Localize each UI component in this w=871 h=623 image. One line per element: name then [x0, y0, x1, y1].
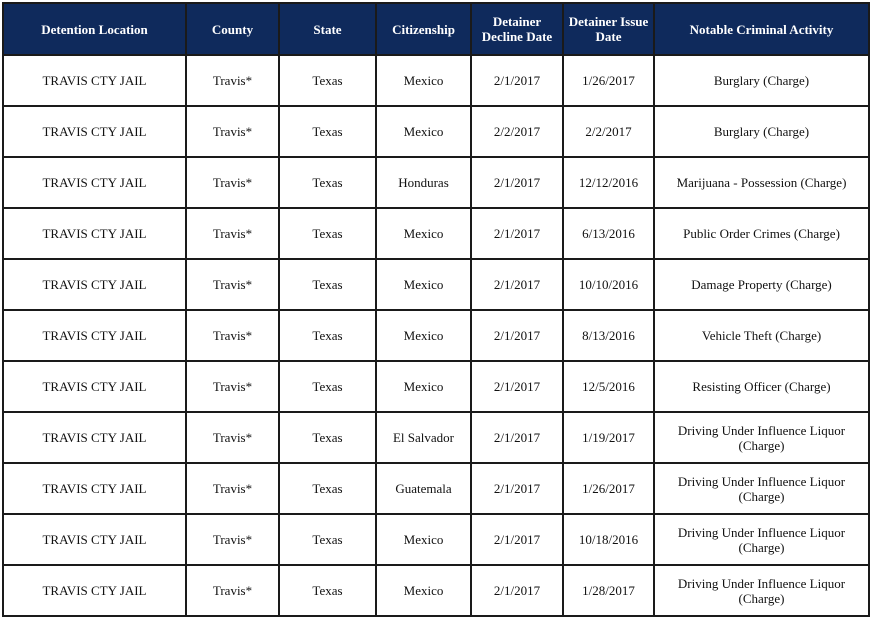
- cell-criminal-activity: Marijuana - Possession (Charge): [654, 157, 869, 208]
- cell-county: Travis*: [186, 106, 279, 157]
- table-row: [3, 412, 869, 463]
- cell-state: Texas: [279, 106, 376, 157]
- cell-issue-date: 1/26/2017: [563, 55, 654, 106]
- cell-county: Travis*: [186, 310, 279, 361]
- cell-county: Travis*: [186, 55, 279, 106]
- table-body: [3, 55, 869, 616]
- cell-citizenship: Mexico: [376, 514, 471, 565]
- header-detention-location: Detention Location: [3, 3, 186, 55]
- cell-detention-location: TRAVIS CTY JAIL: [3, 514, 186, 565]
- cell-state: Texas: [279, 565, 376, 616]
- cell-criminal-activity: Damage Property (Charge): [654, 259, 869, 310]
- cell-issue-date: 2/2/2017: [563, 106, 654, 157]
- table-row: [3, 55, 869, 106]
- cell-citizenship: Honduras: [376, 157, 471, 208]
- cell-citizenship: Mexico: [376, 55, 471, 106]
- table-row: [3, 208, 869, 259]
- table-row: [3, 565, 869, 616]
- header-notable-criminal-activity: Notable Criminal Activity: [654, 3, 869, 55]
- cell-criminal-activity: Public Order Crimes (Charge): [654, 208, 869, 259]
- cell-issue-date: 12/5/2016: [563, 361, 654, 412]
- cell-citizenship: El Salvador: [376, 412, 471, 463]
- cell-detention-location: TRAVIS CTY JAIL: [3, 463, 186, 514]
- cell-decline-date: 2/1/2017: [471, 514, 563, 565]
- cell-citizenship: Mexico: [376, 208, 471, 259]
- table-row: [3, 361, 869, 412]
- cell-decline-date: 2/2/2017: [471, 106, 563, 157]
- cell-issue-date: 12/12/2016: [563, 157, 654, 208]
- cell-decline-date: 2/1/2017: [471, 412, 563, 463]
- cell-county: Travis*: [186, 208, 279, 259]
- cell-state: Texas: [279, 259, 376, 310]
- cell-state: Texas: [279, 514, 376, 565]
- cell-state: Texas: [279, 310, 376, 361]
- cell-detention-location: TRAVIS CTY JAIL: [3, 310, 186, 361]
- table-row: [3, 157, 869, 208]
- cell-decline-date: 2/1/2017: [471, 565, 563, 616]
- cell-decline-date: 2/1/2017: [471, 463, 563, 514]
- cell-citizenship: Mexico: [376, 565, 471, 616]
- cell-issue-date: 1/28/2017: [563, 565, 654, 616]
- cell-state: Texas: [279, 361, 376, 412]
- cell-detention-location: TRAVIS CTY JAIL: [3, 412, 186, 463]
- cell-citizenship: Mexico: [376, 310, 471, 361]
- cell-detention-location: TRAVIS CTY JAIL: [3, 106, 186, 157]
- cell-county: Travis*: [186, 565, 279, 616]
- cell-decline-date: 2/1/2017: [471, 55, 563, 106]
- cell-citizenship: Mexico: [376, 259, 471, 310]
- cell-county: Travis*: [186, 157, 279, 208]
- cell-criminal-activity: Burglary (Charge): [654, 106, 869, 157]
- cell-detention-location: TRAVIS CTY JAIL: [3, 259, 186, 310]
- cell-criminal-activity: Driving Under Influence Liquor (Charge): [654, 463, 869, 514]
- cell-citizenship: Mexico: [376, 361, 471, 412]
- table-row: [3, 463, 869, 514]
- cell-state: Texas: [279, 157, 376, 208]
- cell-detention-location: TRAVIS CTY JAIL: [3, 208, 186, 259]
- header-county: County: [186, 3, 279, 55]
- cell-decline-date: 2/1/2017: [471, 157, 563, 208]
- cell-criminal-activity: Vehicle Theft (Charge): [654, 310, 869, 361]
- cell-criminal-activity: Driving Under Influence Liquor (Charge): [654, 565, 869, 616]
- cell-issue-date: 1/19/2017: [563, 412, 654, 463]
- cell-state: Texas: [279, 208, 376, 259]
- cell-criminal-activity: Driving Under Influence Liquor (Charge): [654, 514, 869, 565]
- cell-decline-date: 2/1/2017: [471, 259, 563, 310]
- header-citizenship: Citizenship: [376, 3, 471, 55]
- cell-detention-location: TRAVIS CTY JAIL: [3, 157, 186, 208]
- header-row: [3, 3, 869, 55]
- cell-county: Travis*: [186, 514, 279, 565]
- header-detainer-decline-date: Detainer Decline Date: [471, 3, 563, 55]
- table-row: [3, 259, 869, 310]
- cell-detention-location: TRAVIS CTY JAIL: [3, 565, 186, 616]
- cell-citizenship: Mexico: [376, 106, 471, 157]
- header-detainer-issue-date: Detainer Issue Date: [563, 3, 654, 55]
- cell-county: Travis*: [186, 463, 279, 514]
- table-header: [3, 3, 869, 55]
- cell-decline-date: 2/1/2017: [471, 208, 563, 259]
- cell-county: Travis*: [186, 412, 279, 463]
- cell-state: Texas: [279, 463, 376, 514]
- cell-state: Texas: [279, 55, 376, 106]
- cell-decline-date: 2/1/2017: [471, 310, 563, 361]
- cell-citizenship: Guatemala: [376, 463, 471, 514]
- cell-issue-date: 6/13/2016: [563, 208, 654, 259]
- cell-criminal-activity: Driving Under Influence Liquor (Charge): [654, 412, 869, 463]
- table-row: [3, 310, 869, 361]
- detainer-table: [2, 2, 870, 617]
- cell-criminal-activity: Resisting Officer (Charge): [654, 361, 869, 412]
- cell-criminal-activity: Burglary (Charge): [654, 55, 869, 106]
- cell-state: Texas: [279, 412, 376, 463]
- table-row: [3, 106, 869, 157]
- table-row: [3, 514, 869, 565]
- cell-detention-location: TRAVIS CTY JAIL: [3, 361, 186, 412]
- cell-issue-date: 10/18/2016: [563, 514, 654, 565]
- cell-issue-date: 8/13/2016: [563, 310, 654, 361]
- cell-county: Travis*: [186, 361, 279, 412]
- cell-decline-date: 2/1/2017: [471, 361, 563, 412]
- cell-issue-date: 1/26/2017: [563, 463, 654, 514]
- cell-county: Travis*: [186, 259, 279, 310]
- header-state: State: [279, 3, 376, 55]
- cell-issue-date: 10/10/2016: [563, 259, 654, 310]
- cell-detention-location: TRAVIS CTY JAIL: [3, 55, 186, 106]
